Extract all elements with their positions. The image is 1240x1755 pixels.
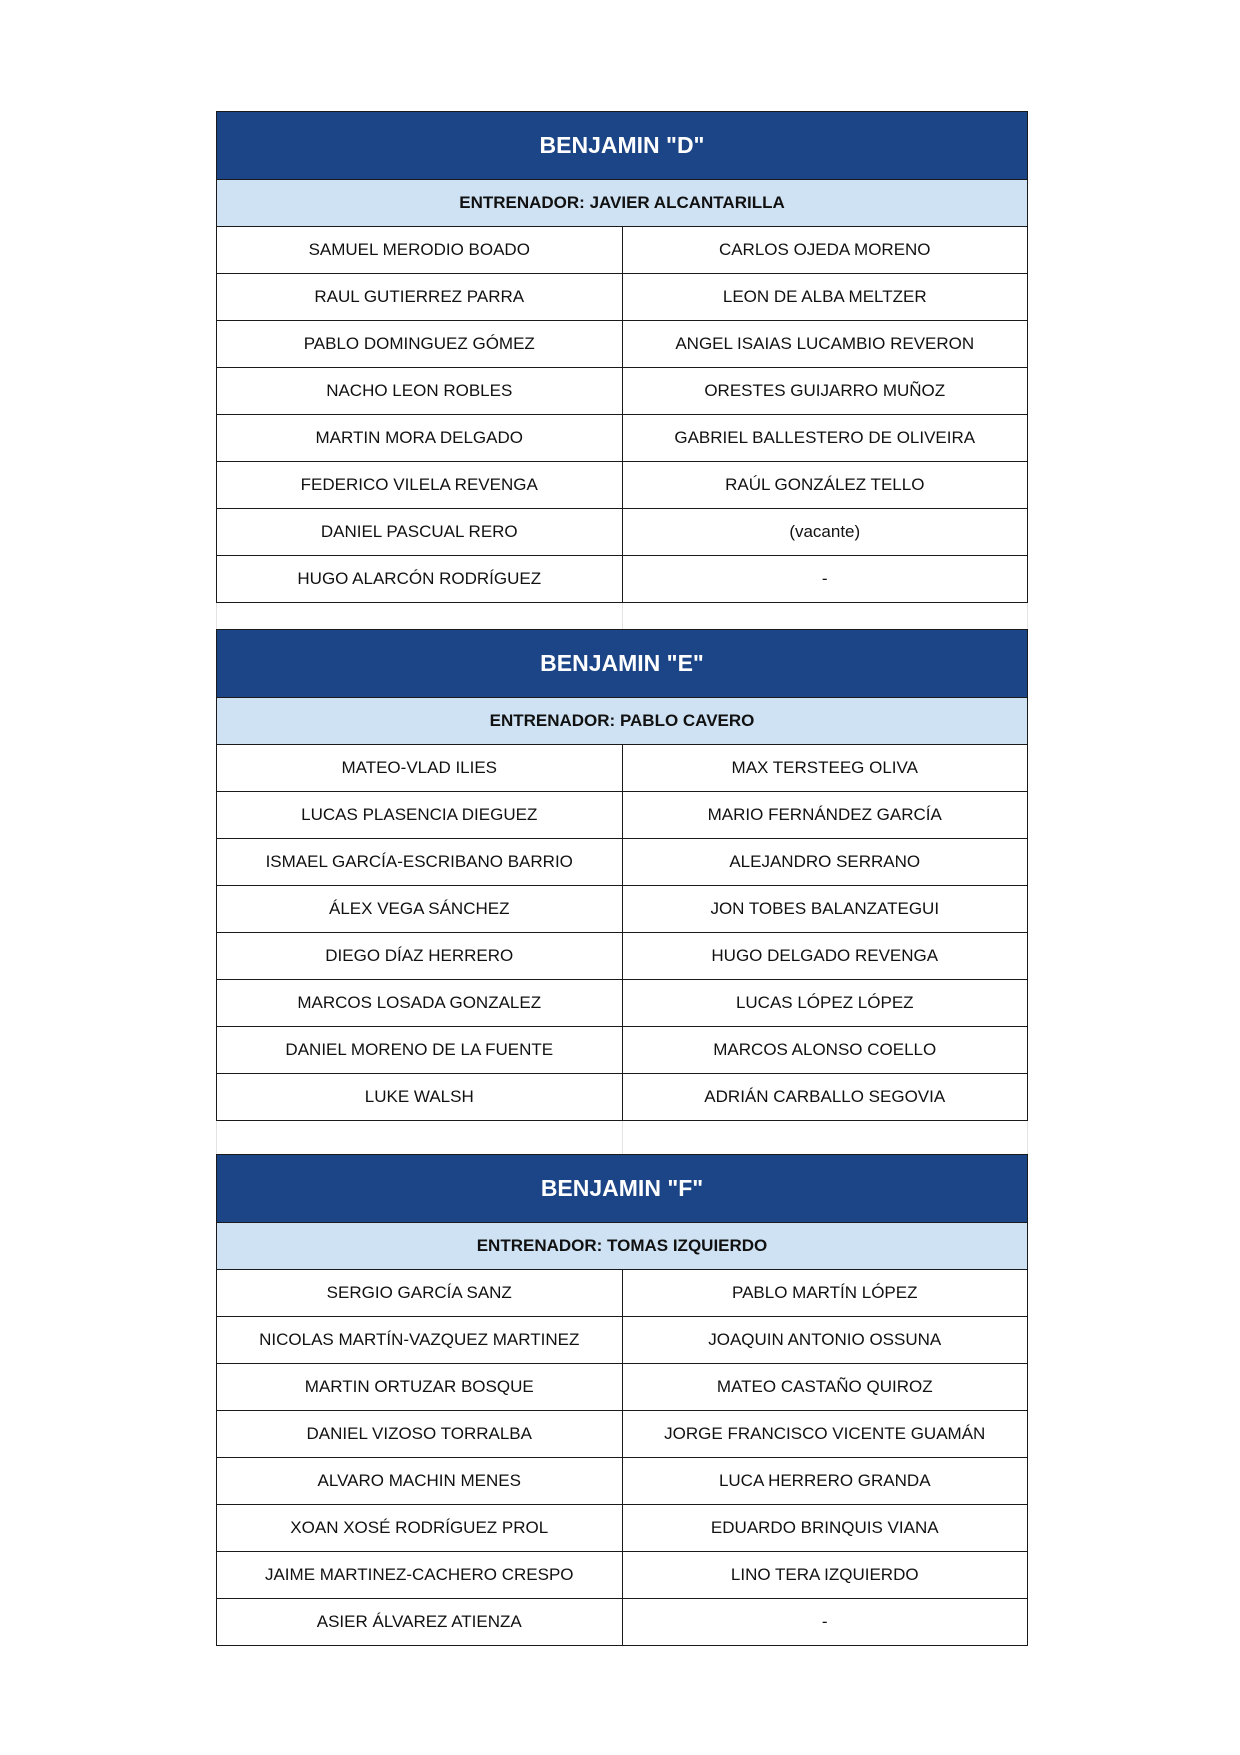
team-title: BENJAMIN "F"	[217, 1155, 1027, 1223]
table-row	[217, 415, 1027, 462]
player-cell: PABLO DOMINGUEZ GÓMEZ	[217, 321, 623, 367]
gridline-spacer	[216, 1121, 1028, 1154]
player-cell: MATEO CASTAÑO QUIROZ	[716, 1377, 933, 1396]
table-row	[217, 933, 1027, 980]
player-cell: EDUARDO BRINQUIS VIANA	[710, 1518, 939, 1537]
player-cell: MARIO FERNÁNDEZ GARCÍA	[707, 805, 942, 824]
player-cell: LUCAS PLASENCIA DIEGUEZ	[217, 792, 623, 838]
team-table-benjamin-f	[216, 1154, 1028, 1646]
player-cell: DANIEL VIZOSO TORRALBA	[217, 1411, 623, 1457]
coach-label: ENTRENADOR: JAVIER ALCANTARILLA	[217, 180, 1027, 227]
player-cell: ISMAEL GARCÍA-ESCRIBANO BARRIO	[217, 839, 623, 885]
player-cell: HUGO ALARCÓN RODRÍGUEZ	[217, 556, 623, 602]
player-cell: RAÚL GONZÁLEZ TELLO	[725, 475, 925, 494]
team-table-benjamin-e	[216, 629, 1028, 1121]
table-row	[217, 1317, 1027, 1364]
player-cell: LUCAS LÓPEZ LÓPEZ	[735, 993, 914, 1012]
player-cell: SERGIO GARCÍA SANZ	[217, 1270, 623, 1316]
player-cell: ADRIÁN CARBALLO SEGOVIA	[704, 1087, 946, 1106]
table-row	[217, 227, 1027, 274]
player-cell: JAIME MARTINEZ-CACHERO CRESPO	[217, 1552, 623, 1598]
team-table-benjamin-d	[216, 111, 1028, 603]
player-cell: MARCOS LOSADA GONZALEZ	[217, 980, 623, 1026]
coach-label: ENTRENADOR: TOMAS IZQUIERDO	[217, 1223, 1027, 1270]
player-cell: JON TOBES BALANZATEGUI	[710, 899, 940, 918]
player-cell: LEON DE ALBA MELTZER	[722, 287, 927, 306]
table-row	[217, 1599, 1027, 1645]
player-cell: MARCOS ALONSO COELLO	[713, 1040, 937, 1059]
table-row	[217, 1074, 1027, 1120]
player-cell: ÁLEX VEGA SÁNCHEZ	[217, 886, 623, 932]
player-cell: ANGEL ISAIAS LUCAMBIO REVERON	[675, 334, 975, 353]
table-row	[217, 1458, 1027, 1505]
player-cell: MARTIN MORA DELGADO	[217, 415, 623, 461]
table-row	[217, 792, 1027, 839]
coach-label: ENTRENADOR: PABLO CAVERO	[217, 698, 1027, 745]
player-cell: DIEGO DÍAZ HERRERO	[217, 933, 623, 979]
roster-page	[216, 111, 1028, 1646]
table-row	[217, 509, 1027, 556]
player-cell: ASIER ÁLVAREZ ATIENZA	[217, 1599, 623, 1645]
player-cell: PABLO MARTÍN LÓPEZ	[732, 1283, 918, 1302]
player-cell: JORGE FRANCISCO VICENTE GUAMÁN	[664, 1424, 986, 1443]
player-cell: SAMUEL MERODIO BOADO	[217, 227, 623, 273]
gridline-spacer	[216, 603, 1028, 629]
player-cell: MATEO-VLAD ILIES	[217, 745, 623, 791]
player-cell: DANIEL MORENO DE LA FUENTE	[217, 1027, 623, 1073]
table-row	[217, 462, 1027, 509]
player-cell: NICOLAS MARTÍN-VAZQUEZ MARTINEZ	[217, 1317, 623, 1363]
team-title: BENJAMIN "E"	[217, 630, 1027, 698]
player-cell: RAUL GUTIERREZ PARRA	[217, 274, 623, 320]
table-row	[217, 556, 1027, 602]
player-cell: LUKE WALSH	[217, 1074, 623, 1120]
table-row	[217, 886, 1027, 933]
player-cell: NACHO LEON ROBLES	[217, 368, 623, 414]
player-cell: MAX TERSTEEG OLIVA	[731, 758, 918, 777]
player-cell: (vacante)	[789, 522, 861, 541]
table-row	[217, 980, 1027, 1027]
table-row	[217, 1505, 1027, 1552]
table-row	[217, 745, 1027, 792]
player-cell: DANIEL PASCUAL RERO	[217, 509, 623, 555]
player-cell: ORESTES GUIJARRO MUÑOZ	[704, 381, 946, 400]
player-cell: ALEJANDRO SERRANO	[729, 852, 921, 871]
team-title: BENJAMIN "D"	[217, 112, 1027, 180]
table-row	[217, 368, 1027, 415]
table-row	[217, 839, 1027, 886]
player-cell: -	[821, 1612, 828, 1631]
table-row	[217, 274, 1027, 321]
table-row	[217, 1270, 1027, 1317]
player-cell: XOAN XOSÉ RODRÍGUEZ PROL	[217, 1505, 623, 1551]
table-row	[217, 1552, 1027, 1599]
player-cell: FEDERICO VILELA REVENGA	[217, 462, 623, 508]
table-row	[217, 321, 1027, 368]
player-cell: JOAQUIN ANTONIO OSSUNA	[708, 1330, 942, 1349]
player-cell: HUGO DELGADO REVENGA	[711, 946, 939, 965]
player-cell: LINO TERA IZQUIERDO	[730, 1565, 919, 1584]
table-row	[217, 1411, 1027, 1458]
player-cell: GABRIEL BALLESTERO DE OLIVEIRA	[674, 428, 976, 447]
player-cell: ALVARO MACHIN MENES	[217, 1458, 623, 1504]
table-row	[217, 1364, 1027, 1411]
player-cell: LUCA HERRERO GRANDA	[718, 1471, 931, 1490]
player-cell: MARTIN ORTUZAR BOSQUE	[217, 1364, 623, 1410]
player-cell: CARLOS OJEDA MORENO	[718, 240, 931, 259]
player-cell: -	[821, 569, 828, 588]
table-row	[217, 1027, 1027, 1074]
